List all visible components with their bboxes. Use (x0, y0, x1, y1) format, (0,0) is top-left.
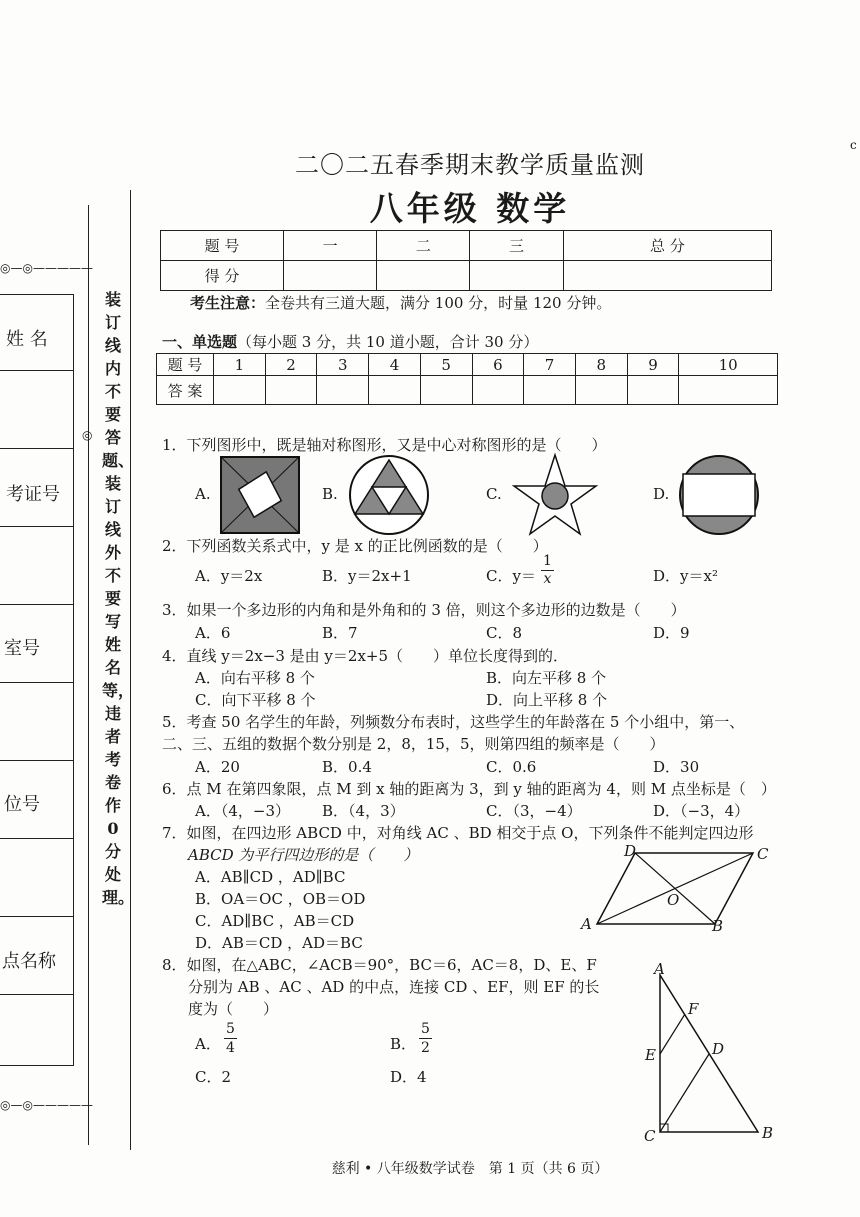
answer-cell[interactable] (472, 376, 524, 405)
q1-option-a-label: A. (195, 485, 211, 503)
score-cell[interactable] (284, 261, 377, 291)
score-header-cell: 题 号 (161, 231, 284, 261)
question-2: 2．下列函数关系式中，y 是 x 的正比例函数的是（ ） (162, 537, 548, 555)
binding-label-name: 姓 名 (6, 329, 48, 350)
answer-header-label: 题 号 (157, 354, 214, 376)
score-row-label: 得 分 (161, 261, 284, 291)
binding-row-divider (0, 916, 73, 917)
answer-cell[interactable] (369, 376, 421, 405)
question-4: 4．直线 y＝2x−3 是由 y＝2x+5（ ）单位长度得到的． (162, 647, 569, 665)
binding-label-room: 室号 (4, 638, 40, 659)
score-cell[interactable] (563, 261, 771, 291)
binding-ornament-bottom: ◎—◎————— (0, 1098, 93, 1112)
binding-line-right (130, 190, 131, 1150)
q4-option-b: B．向左平移 8 个 (486, 669, 607, 687)
q5-option-a: A．20 (195, 758, 240, 776)
question-6: 6．点 M 在第四象限，点 M 到 x 轴的距离为 3，到 y 轴的距离为 4，则 M 点坐标是（ ） (162, 780, 776, 798)
section-title-text: 一、单选题 (162, 333, 238, 351)
question-5-line2: 二、三、五组的数据个数分别是 2，8，15，5，则第四组的频率是（ ） (162, 735, 665, 753)
fig8-label-e: E (645, 1046, 656, 1064)
question-8-line2: 分别为 AB 、AC 、AD 的中点，连接 CD 、EF，则 EF 的长 (188, 978, 600, 996)
question-5-line1: 5．考查 50 名学生的年龄，列频数分布表时，这些学生的年龄落在 5 个小组中，第一、 (162, 713, 745, 731)
question-7-line1: 7．如图，在四边形 ABCD 中，对角线 AC 、BD 相交于点 O，下列条件不能判定四边形 (162, 824, 754, 842)
corner-mark: c (850, 138, 857, 152)
answer-row-label: 答 案 (157, 376, 214, 405)
q6-option-b: B．（4，3） (322, 802, 405, 820)
fig7-label-b: B (712, 917, 724, 935)
q8-option-a-fraction (224, 1020, 237, 1057)
answer-table (156, 353, 778, 405)
q8-triangle-figure (640, 960, 780, 1140)
answer-number: 2 (265, 354, 317, 376)
q8-a-numerator: 5 (226, 1021, 235, 1037)
fig7-label-o: O (667, 891, 680, 909)
q3-option-a: A．6 (195, 624, 231, 642)
fig8-label-c: C (644, 1127, 656, 1145)
q1-figure-a (220, 456, 300, 534)
binding-label-site: 点名称 (2, 951, 56, 972)
binding-ornament-mid: ◎ (82, 428, 93, 442)
binding-ornament-top: ◎—◎————— (0, 261, 93, 275)
question-1: 1．下列图形中，既是轴对称图形，又是中心对称图形的是（ ） (162, 436, 607, 454)
section-note: （每小题 3 分，共 10 道小题，合计 30 分） (237, 333, 539, 351)
binding-row-divider (0, 838, 73, 839)
score-cell[interactable] (470, 261, 563, 291)
score-header-cell: 三 (470, 231, 563, 261)
q8-option-a: A． (195, 1035, 221, 1053)
score-header-cell: 二 (377, 231, 470, 261)
score-table (160, 230, 772, 291)
q2-option-a: A．y＝2x (195, 567, 263, 585)
answer-cell[interactable] (627, 376, 679, 405)
answer-number: 1 (214, 354, 266, 376)
binding-label-exam-no: 考证号 (6, 484, 60, 505)
q2-c-denominator: x (543, 571, 552, 587)
answer-number: 9 (627, 354, 679, 376)
binding-row-divider (0, 994, 73, 995)
q8-option-b: B． (390, 1035, 417, 1053)
q1-option-c-label: C. (486, 485, 502, 503)
q3-option-c: C．8 (486, 624, 523, 642)
q3-option-b: B．7 (322, 624, 358, 642)
q1-option-d-label: D. (653, 485, 670, 503)
q2-c-numerator: 1 (543, 553, 552, 569)
q7-option-a: A．AB∥CD ，AD∥BC (195, 868, 346, 886)
q5-option-d: D．30 (653, 758, 700, 776)
q3-option-d: D．9 (653, 624, 690, 642)
question-8-line1: 8．如图，在△ABC，∠ACB＝90°，BC＝6，AC＝8，D、E、F (162, 956, 597, 974)
q1-figure-b (348, 454, 430, 536)
notice-text: 全卷共有三道大题，满分 100 分，时量 120 分钟。 (265, 294, 612, 312)
binding-line-left (88, 205, 89, 1145)
binding-row-divider (0, 526, 73, 527)
binding-warning-text: 装订线内不要答题、装订线外不要写姓名等，违者考卷作0分处理。 (102, 290, 135, 907)
q2-option-d: D．y＝x² (653, 567, 718, 585)
exam-title: 二〇二五春季期末教学质量监测 (295, 151, 645, 179)
binding-row-divider (0, 682, 73, 683)
q2-option-b: B．y＝2x+1 (322, 567, 412, 585)
q8-option-d: D．4 (390, 1068, 427, 1086)
notice-label: 考生注意： (190, 294, 266, 312)
q6-option-c: C．（3，−4） (486, 802, 582, 820)
answer-cell[interactable] (317, 376, 369, 405)
q1-figure-c (512, 452, 598, 536)
binding-label-seat: 位号 (4, 794, 40, 815)
q1-figure-d (678, 454, 760, 536)
q6-option-d: D．（−3，4） (653, 802, 750, 820)
q8-b-denominator: 2 (421, 1040, 430, 1056)
fig7-label-d: D (624, 842, 637, 860)
binding-row-divider (0, 760, 73, 761)
fig8-label-b: B (762, 1124, 774, 1142)
q8-option-b-fraction (419, 1020, 432, 1057)
answer-cell[interactable] (679, 376, 778, 405)
page-footer: 慈利 • 八年级数学试卷 第 1 页（共 6 页） (331, 1161, 609, 1177)
answer-number: 4 (369, 354, 421, 376)
section-title (162, 331, 538, 352)
answer-cell[interactable] (265, 376, 317, 405)
q4-option-a: A．向右平移 8 个 (195, 669, 315, 687)
answer-number: 10 (679, 354, 778, 376)
q2-option-c: C．y＝ (486, 567, 536, 585)
answer-cell[interactable] (420, 376, 472, 405)
answer-number: 7 (524, 354, 576, 376)
question-8-line3: 度为（ ） (188, 1000, 279, 1018)
q5-option-c: C．0.6 (486, 758, 537, 776)
fig8-label-d: D (712, 1040, 725, 1058)
answer-cell[interactable] (214, 376, 266, 405)
exam-notice (190, 292, 611, 313)
q4-option-c: C．向下平移 8 个 (195, 691, 316, 709)
answer-cell[interactable] (524, 376, 576, 405)
question-7-line2: ABCD 为平行四边形的是（ ） (188, 846, 419, 864)
q7-option-d: D．AB＝CD ，AD＝BC (195, 934, 363, 952)
answer-number: 5 (420, 354, 472, 376)
binding-row-divider (0, 604, 73, 605)
q6-option-a: A．（4，−3） (195, 802, 290, 820)
fig7-label-a: A (581, 915, 592, 933)
q5-option-b: B．0.4 (322, 758, 372, 776)
fig8-label-f: F (688, 1000, 699, 1018)
question-3: 3．如果一个多边形的内角和是外角和的 3 倍，则这个多边形的边数是（ ） (162, 601, 686, 619)
q7-parallelogram-figure (575, 840, 775, 940)
q1-option-b-label: B. (322, 485, 338, 503)
fig8-label-a: A (654, 960, 665, 978)
binding-row-divider (0, 448, 73, 449)
q7-option-c: C．AD∥BC ，AB＝CD (195, 912, 355, 930)
q7-option-b: B．OA＝OC ，OB＝OD (195, 890, 366, 908)
score-header-cell: 总 分 (563, 231, 771, 261)
score-header-cell: 一 (284, 231, 377, 261)
score-cell[interactable] (377, 261, 470, 291)
q2-option-c-fraction (541, 553, 554, 588)
answer-cell[interactable] (575, 376, 627, 405)
answer-number: 6 (472, 354, 524, 376)
q8-b-numerator: 5 (421, 1021, 430, 1037)
binding-row-divider (0, 370, 73, 371)
q8-option-c: C．2 (195, 1068, 232, 1086)
q8-a-denominator: 4 (226, 1040, 235, 1056)
exam-subject: 八年级 数学 (369, 189, 571, 228)
answer-number: 8 (575, 354, 627, 376)
answer-number: 3 (317, 354, 369, 376)
fig7-label-c: C (757, 845, 769, 863)
q4-option-d: D．向上平移 8 个 (486, 691, 608, 709)
